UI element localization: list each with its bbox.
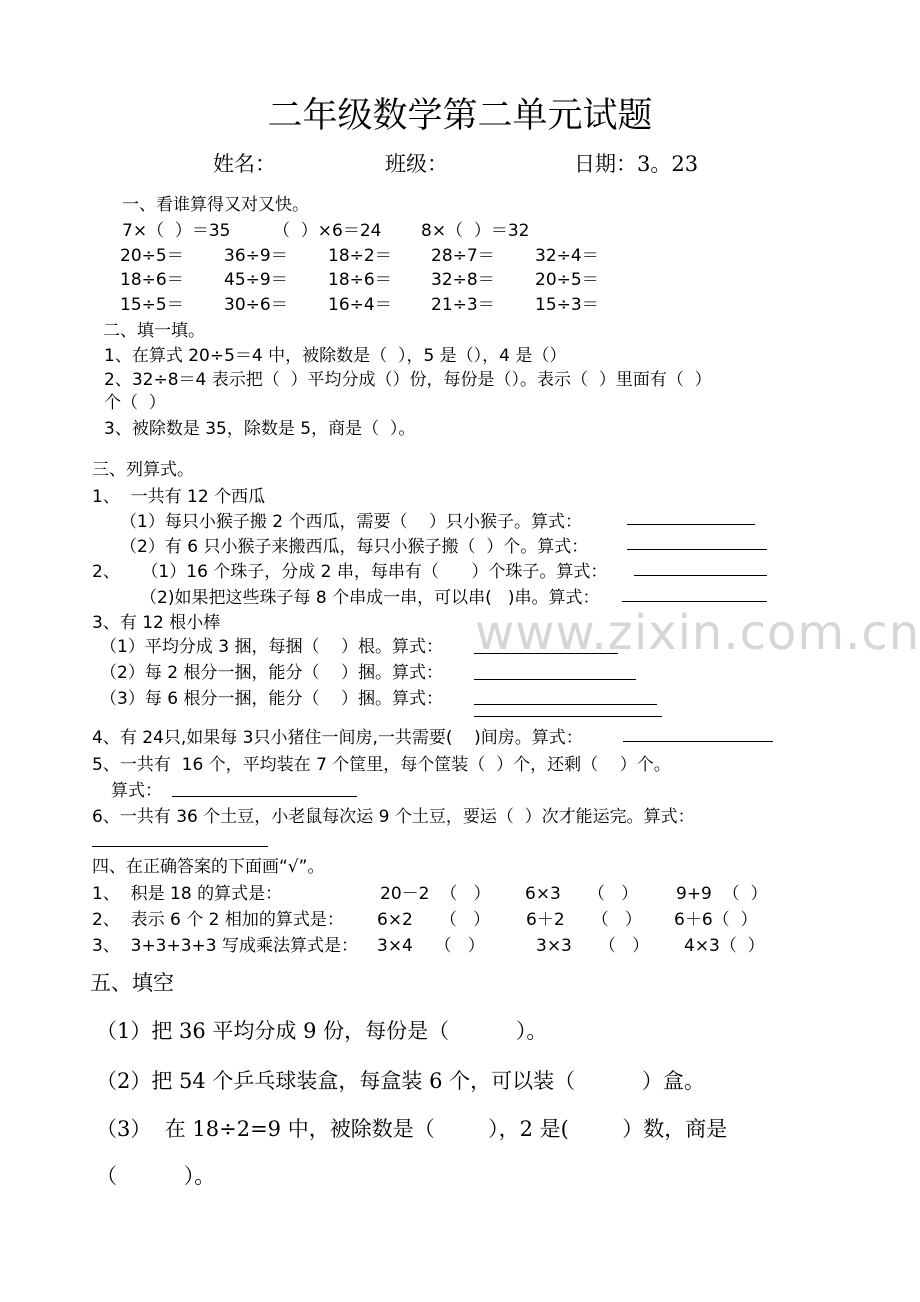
calc-item: 18÷6＝ (328, 270, 392, 290)
section4-heading: 四、在正确答案的下面画“√”。 (92, 857, 325, 877)
question-text: （1）平均分成 3 捆，每捆（ ）根。算式： (100, 637, 444, 657)
question-text: （2）有 6 只小猴子来搬西瓜，每只小猴子搬（ ）个。算式： (120, 537, 589, 557)
calc-item: 30÷6＝ (224, 295, 288, 315)
question-text: 3、 3+3+3+3 写成乘法算式是： (92, 936, 359, 956)
calc-item: 15÷3＝ (535, 295, 599, 315)
choice-option[interactable]: 6×2 （ ） (377, 910, 491, 930)
question-text: 3、有 12 根小棒 (92, 613, 221, 633)
question-text: 3、被除数是 35，除数是 5，商是（ ）。 (104, 419, 416, 439)
choice-option[interactable]: 6＋2 （ ） (526, 910, 642, 930)
choice-option[interactable]: 20－2 （ ） (380, 884, 491, 904)
calc-item: 20÷5＝ (535, 270, 599, 290)
question-text: （2）每 2 根分一捆，能分（ ）捆。算式： (100, 663, 444, 683)
answer-blank[interactable] (474, 679, 636, 680)
date-label: 日期：3。23 (574, 152, 699, 176)
question-text: （1）每只小猴子搬 2 个西瓜，需要（ ）只小猴子。算式： (120, 512, 583, 532)
calc-item: 21÷3＝ (431, 295, 495, 315)
section5-heading: 五、填空 (90, 971, 174, 995)
question-text: 1、 一共有 12 个西瓜 (92, 487, 266, 507)
page-title: 二年级数学第二单元试题 (267, 96, 653, 136)
question-text: （1）把 36 平均分成 9 份，每份是（ ）。 (96, 1019, 548, 1043)
answer-blank[interactable] (172, 796, 357, 797)
question-text: 1、 积是 18 的算式是： (92, 884, 283, 904)
choice-option[interactable]: 3×4 （ ） (377, 936, 485, 956)
question-text: （3）每 6 根分一捆，能分（ ）捆。算式： (100, 689, 444, 709)
class-label: 班级： (385, 152, 448, 176)
calc-item: 28÷7＝ (431, 246, 495, 266)
question-text: （ ）。 (96, 1164, 216, 1188)
calc-item: 32÷8＝ (431, 270, 495, 290)
watermark: www.zixin.com.cn (475, 605, 920, 661)
answer-blank[interactable] (627, 549, 767, 550)
calc-item: 16÷4＝ (328, 295, 392, 315)
answer-blank[interactable] (474, 716, 662, 717)
question-text: 2、 表示 6 个 2 相加的算式是： (92, 910, 344, 930)
answer-blank[interactable] (474, 704, 657, 705)
section1-heading: 一、看谁算得又对又快。 (122, 195, 309, 215)
choice-option[interactable]: 3×3 （ ） (536, 936, 650, 956)
calc-item: 32÷4＝ (535, 246, 599, 266)
section2-heading: 二、填一填。 (103, 321, 205, 341)
calc-item: 36÷9＝ (224, 246, 288, 266)
calc-item: 45÷9＝ (224, 270, 288, 290)
question-text: （2)如果把这些珠子每 8 个串成一串，可以串( )串。算式： (140, 588, 600, 608)
answer-blank[interactable] (92, 846, 268, 847)
answer-blank[interactable] (623, 741, 773, 742)
calc-item: 8×（ ）＝32 (421, 221, 530, 241)
choice-option[interactable]: 6＋6（ ） (674, 910, 758, 930)
question-text: 6、一共有 36 个土豆，小老鼠每次运 9 个土豆，要运（ ）次才能运完。算式： (92, 807, 695, 827)
calc-item: 15÷5＝ (120, 295, 184, 315)
answer-blank[interactable] (634, 575, 767, 576)
question-text: 2、32÷8＝4 表示把（ ）平均分成（）份，每份是（）。表示（ ）里面有（ ） (104, 370, 712, 390)
question-text: （3） 在 18÷2=9 中，被除数是（ ），2 是( ）数，商是 (96, 1117, 728, 1141)
question-text: 4、有 24只,如果每 3只小猪住一间房,一共需要( )间房。算式： (92, 728, 583, 748)
calc-item: 7×（ ）＝35 (122, 221, 231, 241)
choice-option[interactable]: 4×3（ ） (684, 936, 765, 956)
question-text: 5、一共有 16 个，平均装在 7 个筐里，每个筐装（ ）个，还剩（ ）个。 (92, 755, 671, 775)
choice-option[interactable]: 6×3 （ ） (525, 884, 639, 904)
question-text: 个（ ） (104, 393, 166, 413)
question-text: （2）把 54 个乒乓球装盒，每盒装 6 个，可以装（ ）盒。 (96, 1069, 705, 1093)
choice-option[interactable]: 9+9 （ ） (676, 884, 768, 904)
question-text: 1、在算式 20÷5＝4 中，被除数是（ ），5 是（），4 是（） (104, 346, 567, 366)
answer-blank[interactable] (627, 524, 755, 525)
answer-blank[interactable] (622, 601, 767, 602)
calc-item: 20÷5＝ (120, 246, 184, 266)
calc-item: （ ）×6＝24 (273, 221, 382, 241)
question-text: 算式： (111, 781, 162, 801)
calc-item: 18÷6＝ (120, 270, 184, 290)
calc-item: 18÷2＝ (328, 246, 392, 266)
section3-heading: 三、列算式。 (92, 460, 194, 480)
question-text: 2、 （1）16 个珠子，分成 2 串，每串有（ ）个珠子。算式： (92, 562, 608, 582)
name-label: 姓名： (213, 152, 276, 176)
